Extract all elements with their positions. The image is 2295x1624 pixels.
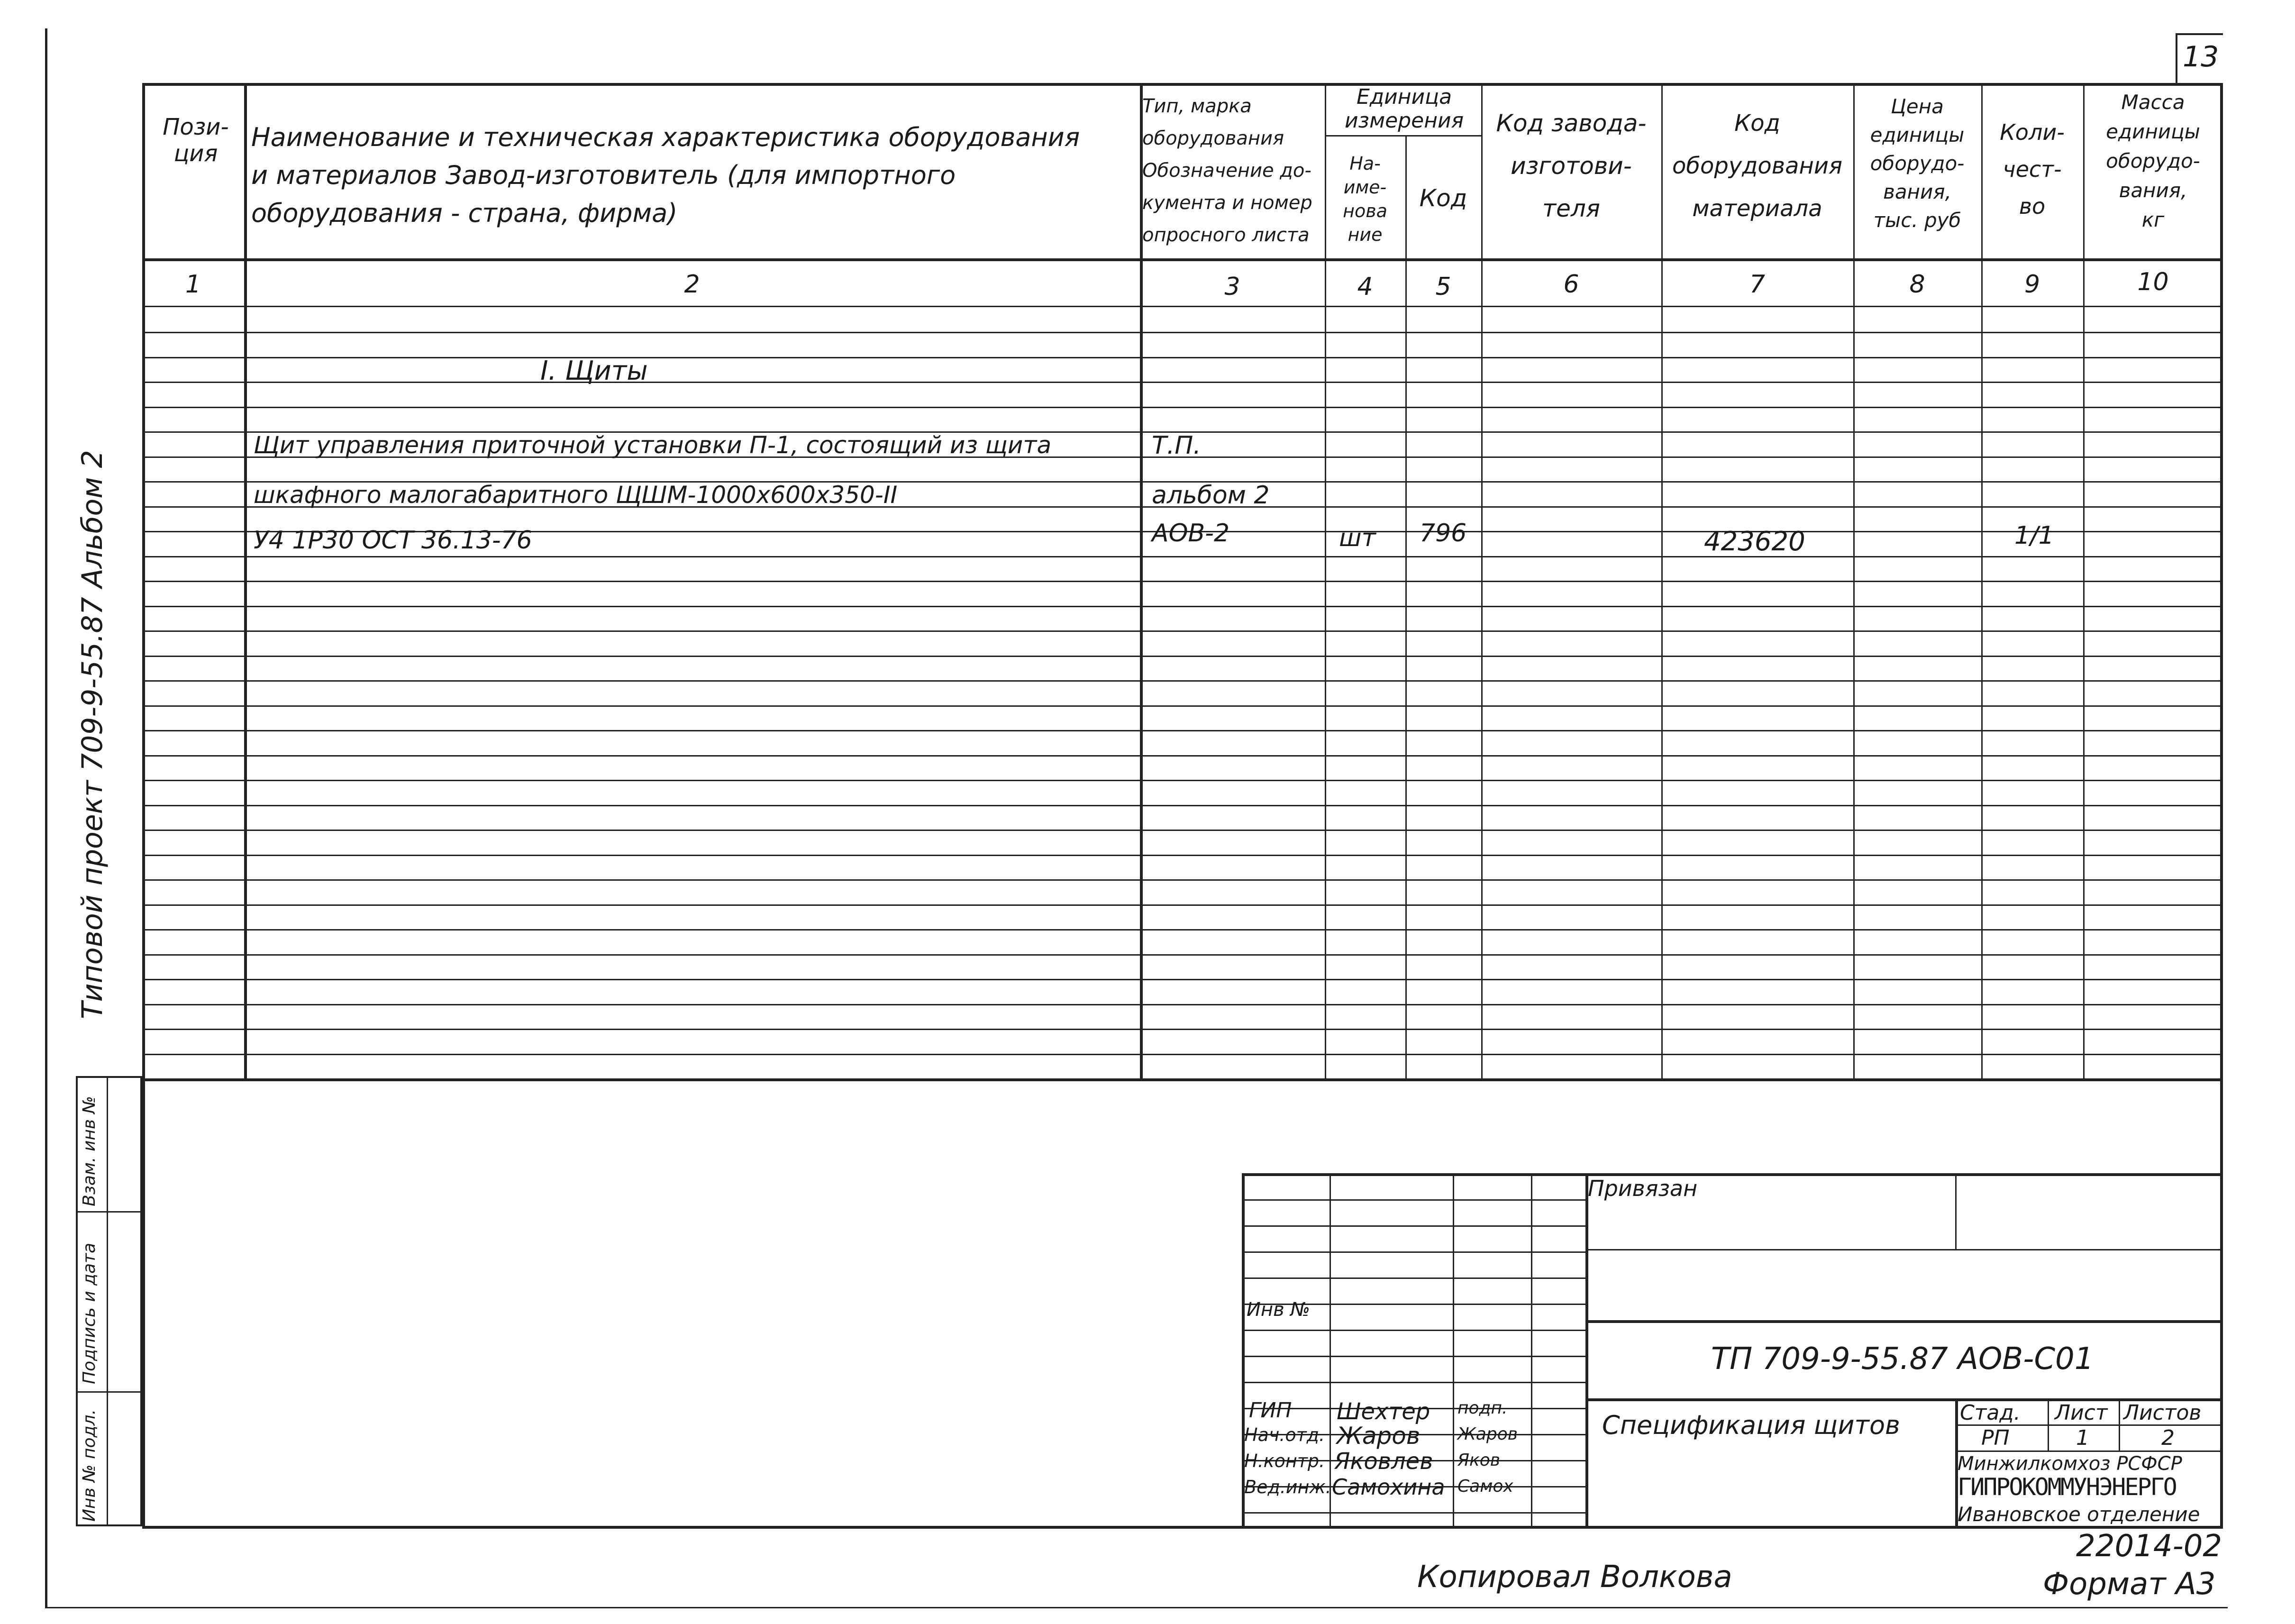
body-row-line xyxy=(142,407,2223,408)
staff-role-2: Нач.отд. xyxy=(1244,1424,1325,1445)
row-2-name: шкафного малогабаритного ЩШМ-1000х600х350-II xyxy=(254,481,898,509)
format-label: Формат А3 xyxy=(2043,1567,2216,1602)
row-3-type: АОВ-2 xyxy=(1152,519,1230,547)
tb-left-line xyxy=(1242,1382,1585,1383)
staff-role-4: Вед.инж. xyxy=(1244,1477,1331,1497)
staff-name-2: Жаров xyxy=(1337,1422,1421,1450)
header-bottom-line xyxy=(142,258,2223,261)
body-row-line xyxy=(142,581,2223,582)
colnum-10: 10 xyxy=(2137,268,2169,296)
unit-subheader-line xyxy=(1325,135,1481,137)
header-col45: Единица измерения xyxy=(1344,85,1464,133)
body-row-line xyxy=(142,805,2223,806)
tb-left-line xyxy=(1242,1277,1585,1279)
row-1-type: Т.П. xyxy=(1152,431,1201,460)
staff-sign-2: Жаров xyxy=(1457,1424,1518,1444)
body-row-line xyxy=(142,1029,2223,1030)
body-row-line xyxy=(142,830,2223,831)
row-3-name: У4 1Р30 ОСТ 36.13-76 xyxy=(254,526,532,555)
colnum-bottom-line xyxy=(142,306,2223,307)
header-col8: Цена единицы оборудо- вания, тыс. руб xyxy=(1870,95,1965,232)
header-col10: Масса единицы оборудо- вания, кг xyxy=(2106,91,2200,231)
tb-h-r5 xyxy=(1955,1451,2223,1452)
table-bottom-line xyxy=(142,1078,2223,1081)
copied-by: Копировал Волкова xyxy=(1417,1560,1732,1595)
left-stamp-line-2 xyxy=(76,1391,142,1393)
staff-name-3: Яковлев xyxy=(1334,1448,1433,1475)
org-line-2: ГИПРОКОММУНЭНЕРГО xyxy=(1958,1473,2176,1501)
header-col1: Пози- ция xyxy=(163,114,229,167)
tb-left-line xyxy=(1242,1356,1585,1357)
colnum-4: 4 xyxy=(1357,273,1373,301)
stage-label: Стад. xyxy=(1960,1401,2021,1425)
left-stamp-line-1 xyxy=(76,1211,142,1213)
body-row-line xyxy=(142,382,2223,383)
colnum-5: 5 xyxy=(1435,273,1451,301)
body-row-line xyxy=(142,556,2223,557)
body-row-line xyxy=(142,332,2223,333)
colnum-3: 3 xyxy=(1224,273,1240,301)
tb-v5 xyxy=(1955,1173,1957,1249)
row-3-qty: 1/1 xyxy=(2014,521,2054,550)
body-row-line xyxy=(142,879,2223,881)
body-row-line xyxy=(142,630,2223,632)
body-row-line xyxy=(142,979,2223,980)
body-row-line xyxy=(142,680,2223,682)
col-line-9 xyxy=(2083,83,2085,1078)
staff-role-3: Н.контр. xyxy=(1244,1451,1325,1471)
sheet-label: Лист xyxy=(2055,1401,2108,1425)
drawing-number: 22014-02 xyxy=(2076,1529,2222,1564)
body-row-line xyxy=(142,1004,2223,1005)
org-line-3: Ивановское отделение xyxy=(1958,1503,2200,1526)
sheets-label: Листов xyxy=(2123,1401,2202,1425)
row-3-unit-code: 796 xyxy=(1420,519,1467,547)
body-row-line xyxy=(142,656,2223,657)
doc-code: ТП 709-9-55.87 АОВ-С01 xyxy=(1711,1341,2094,1377)
staff-sign-1: подп. xyxy=(1457,1398,1508,1418)
tb-h-r2 xyxy=(1585,1320,2223,1323)
col-line-8 xyxy=(1981,83,1983,1078)
colnum-1: 1 xyxy=(185,270,201,299)
header-col6: Код завода- изготови- теля xyxy=(1496,109,1647,222)
col-line-5 xyxy=(1481,83,1483,1078)
body-row-line xyxy=(142,904,2223,906)
col-line-7 xyxy=(1853,83,1855,1078)
left-stamp-label-1: Инв № подл. xyxy=(80,1409,99,1522)
org-line-1: Минжилкомхоз РСФСР xyxy=(1958,1453,2182,1475)
tb-v4 xyxy=(1585,1173,1588,1529)
body-row-line xyxy=(142,357,2223,358)
tb-left-line xyxy=(1242,1199,1585,1201)
left-stamp-divider xyxy=(107,1076,108,1526)
row-1-name: Щит управления приточной установки П-1, состоящий из щита xyxy=(254,431,1052,459)
section-title: I. Щиты xyxy=(540,356,648,386)
tb-h-r1 xyxy=(1585,1249,2223,1250)
side-label: Типовой проект 709-9-55.87 Альбом 2 xyxy=(76,450,109,1019)
sheet-value: 1 xyxy=(2076,1426,2089,1450)
row-3-equip-code: 423620 xyxy=(1704,526,1805,557)
privyazan-label: Привязан xyxy=(1588,1176,1698,1201)
staff-name-4: Самохина xyxy=(1332,1474,1445,1500)
stage-value: РП xyxy=(1981,1426,2010,1450)
header-col2: Наименование и техническая характеристика оборудования и материалов Завод-изготовитель (для импортного оборудования - страна, фирма) xyxy=(251,122,1080,228)
left-stamp-label-2: Подпись и дата xyxy=(80,1242,99,1384)
header-col5: Код xyxy=(1419,184,1467,212)
body-row-line xyxy=(142,755,2223,757)
tb-left-line xyxy=(1242,1251,1585,1253)
body-row-line xyxy=(142,855,2223,856)
staff-sign-3: Яков xyxy=(1457,1451,1500,1470)
left-stamp-label-3: Взам. инв № xyxy=(80,1096,99,1206)
colnum-6: 6 xyxy=(1563,270,1579,299)
colnum-9: 9 xyxy=(2024,270,2040,299)
colnum-2: 2 xyxy=(684,270,700,299)
staff-role-1: ГИП xyxy=(1249,1398,1292,1423)
header-col4: На- име- нова ние xyxy=(1343,153,1387,245)
sheets-value: 2 xyxy=(2161,1426,2175,1450)
body-row-line xyxy=(142,954,2223,956)
row-2-type: альбом 2 xyxy=(1152,481,1270,510)
body-row-line xyxy=(142,705,2223,707)
staff-name-1: Шехтер xyxy=(1337,1398,1430,1425)
body-row-line xyxy=(142,730,2223,731)
body-row-line xyxy=(142,780,2223,781)
body-row-line xyxy=(142,1054,2223,1055)
tb-left-line xyxy=(1242,1330,1585,1331)
sheet-number: 13 xyxy=(2183,40,2219,73)
body-row-line xyxy=(142,606,2223,607)
colnum-8: 8 xyxy=(1909,270,1925,299)
inv-no-label: Инв № xyxy=(1247,1299,1310,1321)
header-col3: Тип, марка оборудования Обозначение до- кумента и номер опросного листа xyxy=(1142,95,1312,246)
col-line-6 xyxy=(1661,83,1663,1078)
doc-title: Спецификация щитов xyxy=(1602,1410,1900,1440)
tb-left-line xyxy=(1242,1225,1585,1227)
header-col7: Код оборудования материала xyxy=(1672,110,1842,222)
col-line-3 xyxy=(1325,83,1326,1078)
body-row-line xyxy=(142,929,2223,931)
header-col9: Коли- чест- во xyxy=(2000,119,2065,219)
tb-left-line xyxy=(1242,1512,1585,1514)
col-line-1 xyxy=(244,83,247,1078)
colnum-7: 7 xyxy=(1749,270,1766,299)
row-3-unit: шт xyxy=(1339,524,1376,552)
staff-sign-4: Самох xyxy=(1457,1477,1513,1496)
